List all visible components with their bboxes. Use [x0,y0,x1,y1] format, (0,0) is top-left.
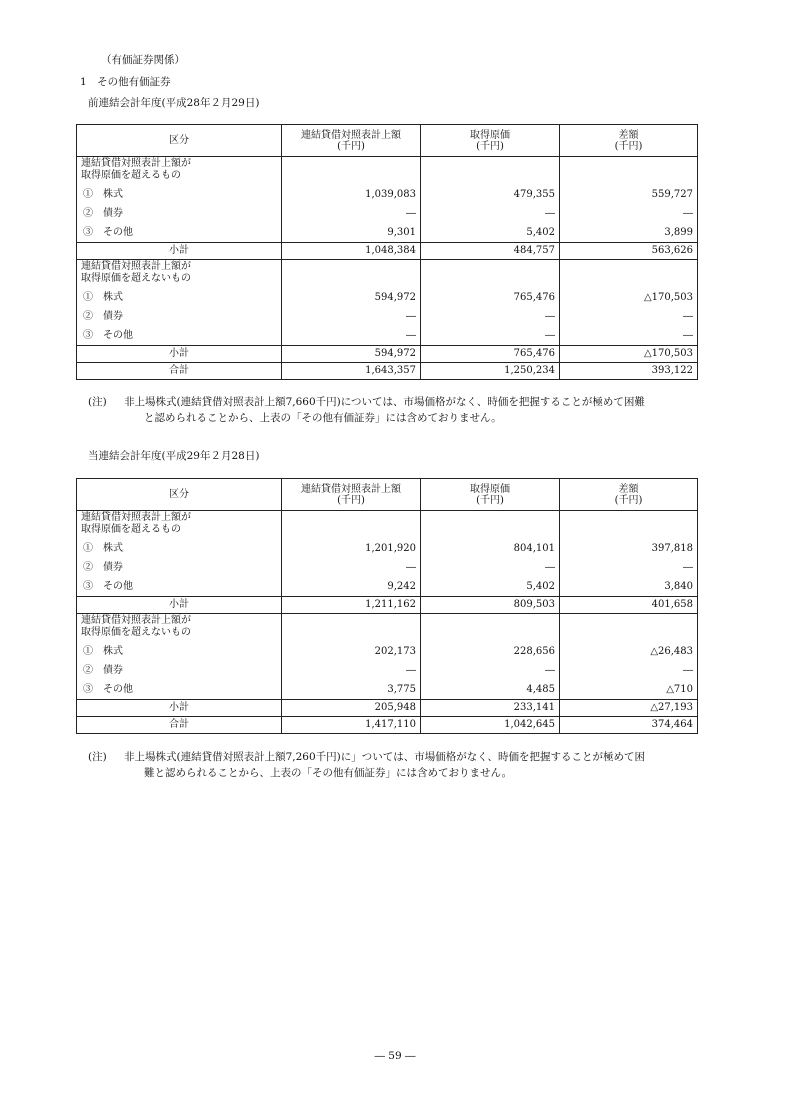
table-header-row [77,125,698,157]
subtotal-row: 小計 205,948 233,141 △27,193 [77,700,698,717]
current-period-title: 当連結会計年度(平成29年２月28日) [88,450,260,462]
group-header-row [77,260,698,289]
page-number: ― 59 ― [374,1050,416,1062]
col-header-difference: 差額 (千円) [560,125,698,157]
table-row: ② 債券 ― ― ― [77,204,698,223]
current-securities-table [76,478,698,734]
col-header-category: 区分 [77,125,282,157]
table-row: ① 株式 202,173 228,656 △26,483 [77,642,698,661]
group-label: 連結貸借対照表計上額が 取得原価を超えるもの [77,157,282,186]
col-header-carrying: 連結貸借対照表計上額 (千円) [282,479,421,511]
group-header-row [77,614,698,643]
table-row: ③ その他 3,775 4,485 △710 [77,680,698,700]
table-header-row [77,479,698,511]
group-label: 連結貸借対照表計上額が 取得原価を超えないもの [77,614,282,643]
col-header-category: 区分 [77,479,282,511]
table-row: ② 債券 ― ― ― [77,661,698,680]
group-header-row [77,511,698,540]
subtotal-row: 小計 1,211,162 809,503 401,658 [77,597,698,614]
table-row: ① 株式 1,039,083 479,355 559,727 [77,185,698,204]
subtotal-row: 小計 594,972 765,476 △170,503 [77,346,698,363]
table-row: ② 債券 ― ― ― [77,307,698,326]
subtotal-row: 小計 1,048,384 484,757 563,626 [77,243,698,260]
table-row: ② 債券 ― ― ― [77,558,698,577]
total-row: 合計 1,643,357 1,250,234 393,122 [77,363,698,380]
prior-period-title: 前連結会計年度(平成28年２月29日) [88,97,260,109]
current-footnote: (注) 非上場株式(連結貸借対照表計上額7,260千円)に」ついては、市場価格がなく、時価を把握することが極めて困 難と認められることから、上表の「その他有価証券」には含めておりません。 [88,751,646,779]
prior-securities-table [76,124,698,380]
group-label: 連結貸借対照表計上額が 取得原価を超えるもの [77,511,282,540]
table-row: ① 株式 594,972 765,476 △170,503 [77,288,698,307]
subsection-heading: 1 その他有価証券 [80,76,171,88]
col-header-difference: 差額 (千円) [560,479,698,511]
total-row: 合計 1,417,110 1,042,645 374,464 [77,717,698,734]
table-row: ③ その他 9,301 5,402 3,899 [77,223,698,243]
col-header-cost: 取得原価 (千円) [421,479,560,511]
table-row: ③ その他 9,242 5,402 3,840 [77,577,698,597]
prior-footnote: (注) 非上場株式(連結貸借対照表計上額7,660千円)については、市場価格がなく、時価を把握することが極めて困難 と認められることから、上表の「その他有価証券」には含めておりません。 [88,396,645,424]
table-row: ③ その他 ― ― ― [77,326,698,346]
group-label: 連結貸借対照表計上額が 取得原価を超えないもの [77,260,282,289]
col-header-cost: 取得原価 (千円) [421,125,560,157]
col-header-carrying: 連結貸借対照表計上額 (千円) [282,125,421,157]
section-heading: （有価証券関係） [101,54,185,66]
group-header-row [77,157,698,186]
table-row: ① 株式 1,201,920 804,101 397,818 [77,539,698,558]
